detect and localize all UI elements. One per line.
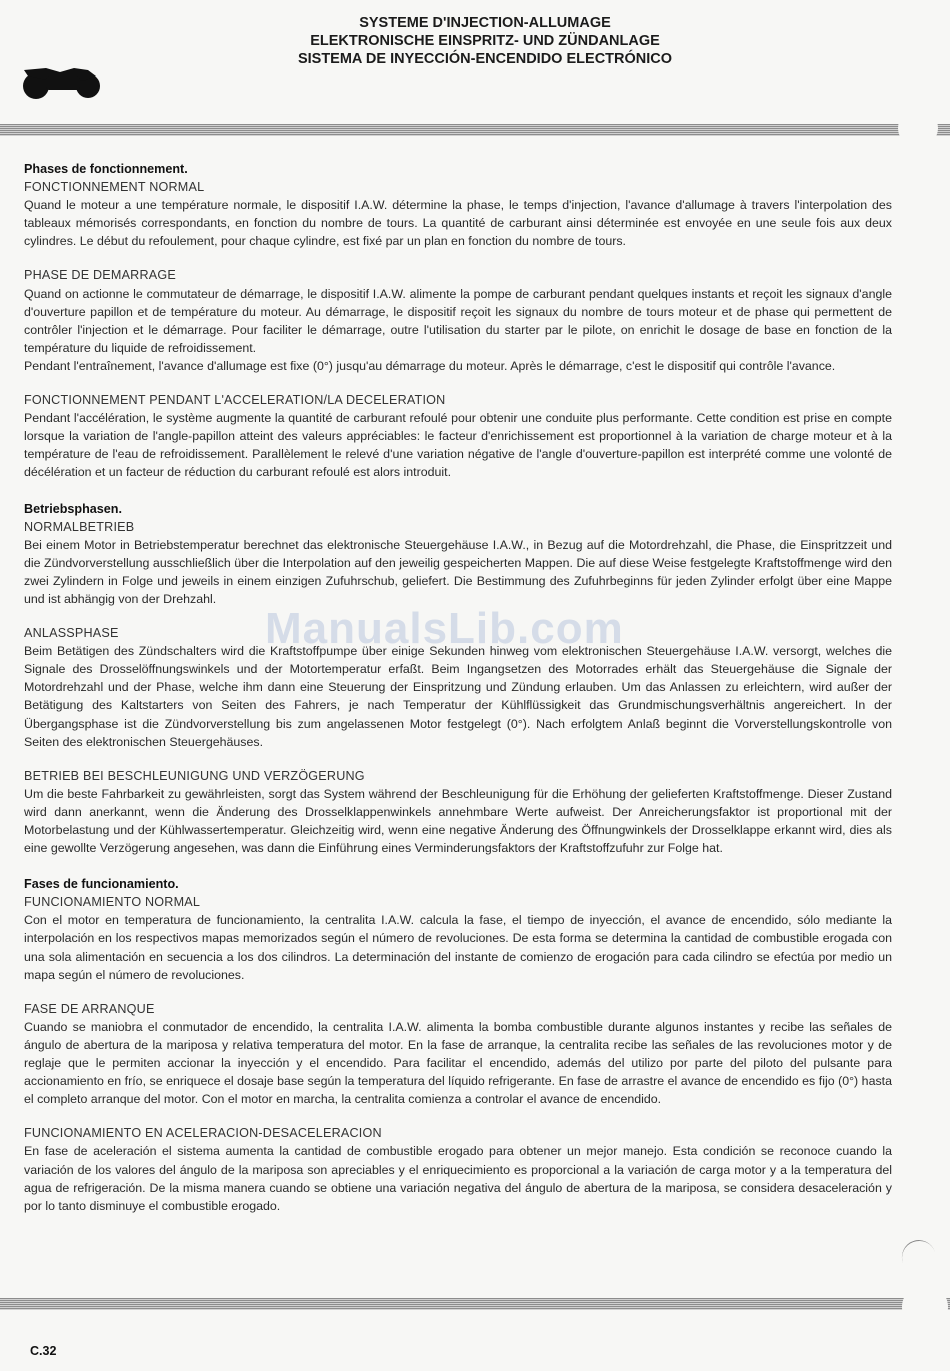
document-header <box>0 14 950 68</box>
paragraph: Pendant l'entraînement, l'avance d'allumage est fixe (0°) jusqu'au démarrage du moteur. Après le démarrage, c'est le dispositif qui contrôle l'avance. <box>24 358 836 373</box>
main-content <box>24 160 892 1215</box>
section-heading-fr: Phases de fonctionnement. <box>24 162 188 176</box>
subsection-title: ANLASSPHASE <box>24 626 119 641</box>
section-heading-de: Betriebsphasen. <box>24 501 122 516</box>
subsection-title: BETRIEB BEI BESCHLEUNIGUNG UND VERZÖGERUNG <box>24 768 365 783</box>
subsection-title: PHASE DE DEMARRAGE <box>24 268 176 283</box>
paragraph: Quand on actionne le commutateur de démarrage, le dispositif I.A.W. alimente la pompe de carburant pendant quelques instants et reçoit les signaux d'angle d'ouverture papillon et de température du moteur. Au démarrage, le dispositif reçoit les signaux du nombre de tours moteur et de phase qui permettent de contrôler l'injection et le démarrage. Pour faciliter le démarrage, outre l'utilisation du starter par le pilote, on enrichit le dosage de base en fonction de la température du liquide de refroidissement. <box>24 286 892 355</box>
motorcycle-icon <box>16 62 104 102</box>
paragraph: En fase de aceleración el sistema aumenta la cantidad de combustible erogado para obtener un mejor manejo. Esta condición se reconoce cuando la variación de los valores del ángulo de la mariposa son apreciables y el enriquecimiento es proporcional a la variación de carga motor y a la temperatura del agua de refrigeración. De la misma manera cuando se obtiene una variación negativa del ángulo de abertura de la mariposa, se considera desaceleración y por lo tanto disminuye el combustible erogado. <box>24 1144 892 1213</box>
binder-hole-mark <box>897 1235 941 1280</box>
paragraph: Bei einem Motor in Betriebstemperatur berechnet das elektronische Steuergehäuse I.A.W., in Bezug auf die Motordrehzahl, die Phase, die Einspritzzeit und die Zündvorverstellung ausschließlich über die Interpolation auf den jeweilig gespeicherten Mappen. Die auf diese Weise festgelegte Kraftstoffmenge wird den zwei Zylindern in Folge und jeweils in einem einzigen Zufuhrschub, geliefert. Die Bestimmung des Zufuhrbeginns für jeden Zylinder erfolgt über eine Mappe und ist abhängig von der Drehzahl. <box>24 537 892 606</box>
subsection-title: FUNCIONAMIENTO NORMAL <box>24 895 201 910</box>
subsection-title: FONCTIONNEMENT NORMAL <box>24 180 205 195</box>
subsection-title: FUNCIONAMIENTO EN ACELERACION-DESACELERACION <box>24 1126 382 1141</box>
bottom-divider-band <box>0 1298 950 1310</box>
header-title-es: SISTEMA DE INYECCIÓN-ENCENDIDO ELECTRÓNICO <box>297 51 673 67</box>
header-title-de: ELEKTRONISCHE EINSPRITZ- UND ZÜNDANLAGE <box>310 33 660 49</box>
subsection-title: FONCTIONNEMENT PENDANT L'ACCELERATION/LA DECELERATION <box>24 393 446 408</box>
subsection-title: FASE DE ARRANQUE <box>24 1001 155 1016</box>
paragraph: Um die beste Fahrbarkeit zu gewährleisten, sorgt das System während der Beschleunigung für die Erhöhung der gelieferten Kraftstoffmenge. Dieser Zustand wird dann anerkannt, wenn die Änderung des Drosselklappenwinkels annehmbare Werte aufweist. Der Anreicherungsfaktor ist proportional mit der Motorbelastung und der Kühlwassertemperatur. Gleichzeitig wird, wenn eine negative Änderung des Öffnungwinkels der Drosselklappe erkannt wird, dies als eine gewollte Verzögerung angesehen, was dann die Einführung eines Verminderungsfaktors der Kraftstoffzufuhr zur Folge hat. <box>24 786 892 856</box>
watermark: ManualsLib.com <box>265 604 624 653</box>
top-divider-band <box>0 124 950 136</box>
paragraph: Beim Betätigen des Zündschalters wird die Kraftstoffpumpe über einige Sekunden hinweg vom elektronischen Steuergehäuse I.A.W. versorgt, welches die Signale des Drosselöffnungswinkels und der Motortemperatur erfaßt. Beim Ingangsetzen des Motorrades erhält das Steuergehäuse die Signale der Motordrehzahl und der Phase, welche ihm dann eine Steuerung der Einspritzung und Zündung erlauben. Um das Anlassen zu erleichtern, wird außer der Betätigung des Kaltstarters von Seiten des Fahrers, je nach Temperatur der Kühlflüssigkeit das Grundmischungsverhältnis angereichert. In der Übergangsphase ist die Zündvorverstellung bis zum angelassenen Motor festgelegt (0°). Nach erfolgtem Anlaß beginnt die Vorverstellungskontrolle von Seiten des elektronischen Steuergehäuses. <box>24 644 892 749</box>
paragraph: Quand le moteur a une température normale, le dispositif I.A.W. détermine la phase, le temps d'injection, l'avance d'allumage à travers l'interpolation des tableaux mémorisés correspondants, en fonction du nombre de tours. La quantité de carburant ainsi déterminée est envoyée en une seule fois aux deux cylindres. Le début du refoulement, pour chaque cylindre, est fixé par un plan en fonction du nombre de tours. <box>24 198 892 249</box>
paragraph: Cuando se maniobra el conmutador de encendido, la centralita I.A.W. alimenta la bomba combustible durante algunos instantes y recibe las señales de ángulo de abertura de la mariposa y relativa temperatura del motor. En la fase de arranque, la centralita recibe las señales de las revoluciones motor y de reglaje que le permiten accionar la inyección y el encendido. Para facilitar el encendido, además del utilizo por parte del piloto del pulsante para accionamiento en frío, se enriquece el dosaje base según la temperatura del líquido refrigerante. En fase de arrastre el avance de encendido es fijo (0°) hasta el completo arranque del motor. Con el motor en marcha, la centralita comienza a controlar el avance de encendido. <box>24 1019 892 1107</box>
page-number: C.32 <box>30 1344 57 1358</box>
section-heading-es: Fases de funcionamiento. <box>24 877 179 892</box>
subsection-title: NORMALBETRIEB <box>24 519 135 534</box>
paragraph: Con el motor en temperatura de funcionamiento, la centralita I.A.W. calcula la fase, el tiempo de inyección, el avance de encendido, sólo mediante la interpolación en los respectivos mapas memorizados según el número de revoluciones. De esta forma se determina la cantidad de combustible erogada con una sola alimentación en secuencia a los dos cilindros. La determinación del instante de comienzo de erogación para cada cilindro se efectúa por medio un mapa según el número de revoluciones. <box>24 913 892 982</box>
paragraph: Pendant l'accélération, le système augmente la quantité de carburant refoulé pour obtenir une conduite plus performante. Cette condition est prise en compte lorsque la variation de l'angle-papillon atteint des valeurs appréciables: le facteur d'enrichissement est proportionnel à la variation de charge moteur et à la température de l'eau de refroidissement. Parallèlement le relevé d'une variation négative de l'angle d'ouverture-papillon est interprété comme une volonté de décélération et un facteur de réduction du carburant refoulé est alors introduit. <box>24 411 892 480</box>
binder-hole-top <box>898 108 938 148</box>
header-title-fr: SYSTEME D'INJECTION-ALLUMAGE <box>359 15 611 31</box>
binder-hole-bottom <box>902 1284 948 1330</box>
